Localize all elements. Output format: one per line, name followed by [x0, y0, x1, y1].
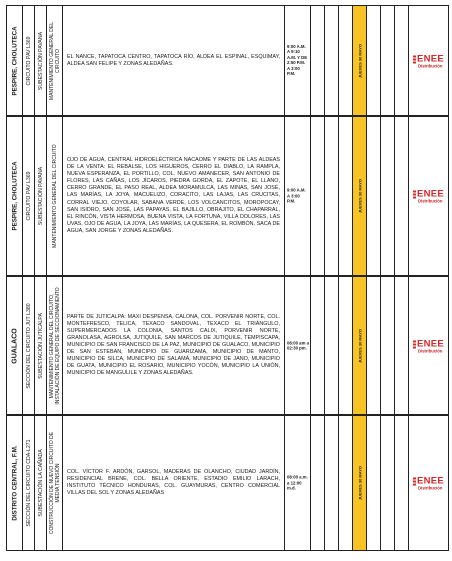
logo-wordmark: ENEE: [417, 475, 445, 487]
department-cell: [7, 277, 23, 414]
table-row: [6, 415, 449, 551]
outage-time-text: 08:00 a.m. a 12:00 m.d.: [287, 474, 308, 491]
affected-areas-text: OJO DE AGUA, CENTRAL HIDROELÉCTRICA NACAOME Y PARTE DE LAS ALDEAS DE LA VENTA: EL REBALSE, LOS HIGUEROS, CERRO EL DIABLO, LA RAMPLA, NUEVA ESPERANZA, EL PORTILLO, COL. NUEVO AMANECER, SAN ANTONIO DE FLORES, LAS CAÑAS, LOS JÍCAROS, PIEDRA GORDA, EL ZAPOTE, EL LLANO, CERRO GRANDE, EL PASO REAL, ALDEA MORAMULCA, LAS MINAS, SAN JOSÉ, LAS MARÍAS, LA JOYA, MACUELIZO, CORACITO, LAS LAJAS, LAS CRUCITAS, CORRAL VIEJO, COYOLAR, SABANA VERDE, LOS VOLCANCITOS, MOROPOCAY, SAN ISIDRO, SAN JOSÉ, LAS PAPAYAS, EL BAJILLO, OBRAJITO, EL CHAPARRAL, EL RINCÓN, VISTA HERMOSA, BUENA VISTA, LA FORTUNA, VILLA DOLORES, LAS UVAS, OJO DE AGUA, LA JOYA, LAS MARÍAS, LA QUESERA, EL ROMBÓN, SACA DE AGUA, SAN JORGE Y ZONAS ALEDAÑAS.: [67, 156, 280, 234]
day-cell: [339, 277, 353, 414]
day-cell: [381, 117, 395, 275]
day-cell: [339, 416, 353, 550]
logo-bars-icon: [413, 340, 416, 350]
circuit-cell: [23, 117, 35, 275]
day-cell: [325, 6, 339, 115]
work-cell: [47, 6, 63, 115]
department-label: DISTRITO CENTRAL, F.M.: [11, 445, 18, 521]
table-row: [6, 116, 449, 276]
enee-logo: [413, 190, 449, 203]
outage-day-label: JUEVES 30 MAYO: [357, 178, 362, 214]
logo-wordmark: ENEE: [417, 188, 445, 200]
day-cell: [367, 117, 381, 275]
day-cell: [395, 416, 409, 550]
enee-logo: [413, 477, 449, 490]
logo-bars-icon: [413, 55, 416, 65]
logo-cell: [409, 416, 450, 550]
work-cell: [47, 277, 63, 414]
day-cell: [325, 416, 339, 550]
table-row: [6, 5, 449, 116]
time-cell: [285, 416, 311, 550]
areas-cell: [63, 277, 285, 414]
day-cell: [325, 277, 339, 414]
affected-areas-text: EL NANCE, TAPATOCA CENTRO, TAPATOCA RÍO, ALDEA EL ESPINAL, ESQUIMAY, ALDEA SAN FELIPE Y ZONAS ALEDAÑAS.: [67, 53, 280, 67]
affected-areas-text: PARTE DE JUTICALPA: MAXI DESPENSA, CALONA, COL. PORVENIR NORTE, COL. MONTEFRESCO, TELICA, TEXACO SANDOVAL, TEXACO EL TRIÁNGULO, SUPERMERCADOS LA COLONIA, SANTOS CALIX, PORVENIR NORTE, GRANOLASA, AGROLSA, JUTIQUILE, SAN MARCOS DE JUTIQUILE, TEMPISCAPA, MUNICIPIO DE SAN FRANCISCO DE LA PAZ, MUNICIPIO DE GUALACO, MUNICIPIO DE SAN ESTEBAN, MUNICIPIO DE GUARIZAMA, MUNICIPIO DE MANTO, MUNICIPIO DE SILCA, MUNICIPIO DE SALAMÁ, MUNICIPIO DE JANO, MUNICIPIO DE GUATA, MUNICIPIO EL ROSARIO, MUNICIPIO YOCÓN, MUNICIPIO LA UNIÓN, MUNICIPIO DE MANGULILE Y ZONAS ALEDAÑAS.: [67, 313, 280, 377]
day-cell: [367, 277, 381, 414]
day-cell: [381, 416, 395, 550]
circuit-cell: [23, 416, 35, 550]
outage-time-text: 9:00 A.M. A 3:00 P.M.: [287, 187, 306, 204]
logo-wordmark: ENEE: [417, 338, 445, 349]
day-cell: [395, 6, 409, 115]
logo-tagline: Distribución: [418, 198, 443, 204]
substation-label: SUBESTACIÓN JUTICALPA: [37, 312, 44, 379]
logo-bars-icon: [413, 478, 416, 488]
substation-cell: [35, 6, 47, 115]
work-cell: [47, 416, 63, 550]
substation-cell: [35, 277, 47, 414]
department-label: PESPIRE, CHOLUTECA: [11, 25, 18, 96]
logo-wordmark: ENEE: [417, 53, 445, 64]
enee-logo: [413, 339, 449, 352]
substation-label: SUBESTACIÓN LA CAÑADA: [37, 449, 44, 517]
department-label: PESPIRE, CHOLUTECA: [11, 161, 18, 231]
day-cell: [381, 6, 395, 115]
day-cell: [311, 6, 325, 115]
time-cell: [285, 277, 311, 414]
outage-day-label: JUEVES 30 MAYO: [357, 43, 362, 78]
time-cell: [285, 6, 311, 115]
day-cell-highlighted: [353, 416, 367, 550]
logo-cell: [409, 117, 450, 275]
circuit-label: SECCIÓN DEL CIRCUITO CDA-L271: [25, 439, 32, 527]
day-cell-highlighted: [353, 277, 367, 414]
department-cell: [7, 117, 23, 275]
areas-cell: [63, 6, 285, 115]
logo-tagline: Distribución: [418, 348, 443, 353]
day-cell: [367, 416, 381, 550]
logo-tagline: Distribución: [418, 485, 443, 491]
outage-day-label: JUEVES 30 MAYO: [357, 465, 362, 501]
work-cell: [47, 117, 63, 275]
department-cell: [7, 6, 23, 115]
logo-cell: [409, 277, 450, 414]
circuit-label: SECCIÓN DEL CIRCUITO JUT L380: [25, 302, 32, 389]
enee-logo: [413, 54, 449, 67]
day-cell-highlighted: [353, 117, 367, 275]
substation-cell: [35, 117, 47, 275]
day-cell-highlighted: [353, 6, 367, 115]
outage-time-text: 9:00 A.M. A 9:10 A.M. Y DE 2:50 P.M. A 3:00 P.M.: [287, 43, 308, 77]
time-cell: [285, 117, 311, 275]
day-cell: [395, 117, 409, 275]
work-label: MANTENIMIENTO GENERAL DEL CIRCUITO: [48, 21, 61, 100]
day-cell: [311, 117, 325, 275]
circuit-cell: [23, 277, 35, 414]
logo-tagline: Distribución: [418, 63, 443, 68]
day-cell: [381, 277, 395, 414]
substation-label: SUBESTACIÓN PAVANA: [37, 166, 44, 226]
outage-time-text: 08:00 am a 02:30 pm.: [287, 339, 309, 351]
affected-areas-text: COL. VÍCTOR F. ARDÓN, GARSOL, MADERAS DE OLANCHO, CIUDAD JARDÍN, RESIDENCIAL BRENE, COL. BELLA ORIENTE, ESTADIO EMILIO LARACH, INSTITUTO TÉCNICO HONDURAS, COL. GUAYMURAS, CENTRO COMERCIAL VILLAS DEL SOL Y ZONAS ALEDAÑAS: [67, 468, 280, 497]
day-cell: [395, 277, 409, 414]
logo-bars-icon: [413, 191, 416, 201]
table-row: [6, 276, 449, 415]
substation-label: SUBESTACIÓN PAVANA: [37, 31, 44, 90]
circuit-label: CIRCUITO PAV L369: [25, 171, 32, 221]
day-cell: [339, 117, 353, 275]
day-cell: [367, 6, 381, 115]
areas-cell: [63, 117, 285, 275]
circuit-label: CIRCUITO PAV L369: [25, 35, 32, 86]
day-cell: [325, 117, 339, 275]
department-label: GUALACO: [11, 327, 18, 364]
day-cell: [311, 416, 325, 550]
areas-cell: [63, 416, 285, 550]
work-label: MANTENIMIENTO GENERAL DEL CIRCUITO, INSTALACIÓN DE EQUIPO DE SECCIONAMIENTO: [48, 286, 61, 405]
work-label: MANTENIMIENTO GENERAL DEL CIRCUITO: [51, 144, 58, 248]
outage-day-label: JUEVES 30 MAYO: [357, 328, 362, 363]
work-label: CONSTRUCCIÓN DE NUEVO CIRCUITO DE MEDIA TENSIÓN: [48, 431, 61, 535]
substation-cell: [35, 416, 47, 550]
circuit-cell: [23, 6, 35, 115]
department-cell: [7, 416, 23, 550]
day-cell: [311, 277, 325, 414]
day-cell: [339, 6, 353, 115]
logo-cell: [409, 6, 450, 115]
